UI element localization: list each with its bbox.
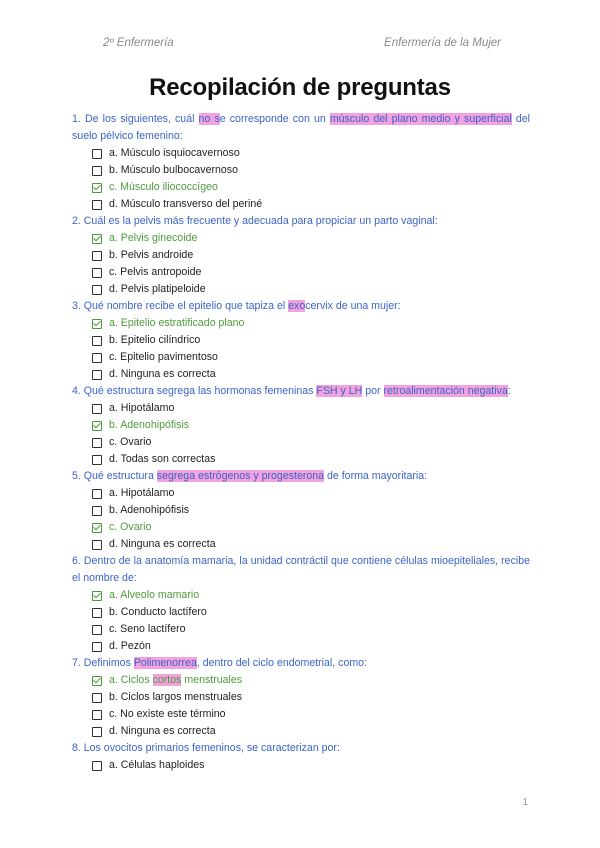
- text-segment: 1. De los siguientes, cuál: [72, 113, 199, 125]
- checkbox-icon[interactable]: [92, 710, 102, 720]
- answer-option-label: c. Pelvis antropoide: [109, 266, 202, 278]
- answer-option-label: b. Adenohipófisis: [109, 504, 190, 516]
- highlighted-text: cortos: [152, 674, 182, 686]
- checked-checkbox-icon[interactable]: [92, 523, 102, 533]
- answer-option-label: c. Ovario: [109, 521, 152, 533]
- text-segment: 5. Qué estructura: [72, 470, 157, 482]
- checkbox-icon[interactable]: [92, 370, 102, 380]
- checked-checkbox-icon[interactable]: [92, 421, 102, 431]
- checkbox-icon[interactable]: [92, 540, 102, 550]
- answer-option[interactable]: [92, 536, 530, 553]
- text-segment: menstruales: [181, 674, 243, 686]
- answer-option-label: b. Conducto lactífero: [109, 606, 207, 618]
- answer-option[interactable]: [92, 400, 530, 417]
- answer-option[interactable]: [92, 366, 530, 383]
- answer-option[interactable]: [92, 757, 530, 774]
- answer-option-label: c. Músculo iliococcígeo: [109, 181, 218, 193]
- checkbox-icon[interactable]: [92, 693, 102, 703]
- checkbox-icon[interactable]: [92, 625, 102, 635]
- highlighted-text: Polimenorrea: [133, 657, 197, 669]
- answer-option[interactable]: [92, 162, 530, 179]
- checkbox-icon[interactable]: [92, 727, 102, 737]
- question-text: [72, 468, 530, 485]
- text-segment: 4. Qué estructura segrega las hormonas femeninas: [72, 385, 317, 397]
- question-text: [72, 213, 530, 230]
- answer-option[interactable]: [92, 587, 530, 604]
- answer-option-label: a. Hipotálamo: [109, 487, 175, 499]
- checkbox-icon[interactable]: [92, 489, 102, 499]
- checked-checkbox-icon[interactable]: [92, 183, 102, 193]
- header-course-name: Enfermería de la Mujer: [384, 37, 501, 49]
- highlighted-text: retroalimentación negativa: [383, 385, 508, 397]
- checked-checkbox-icon[interactable]: [92, 676, 102, 686]
- answer-option[interactable]: [92, 179, 530, 196]
- text-segment: de forma mayoritaria:: [324, 470, 428, 482]
- text-segment: 8. Los ovocitos primarios femeninos, se caracterizan por:: [72, 742, 340, 754]
- highlighted-text: FSH y LH: [316, 385, 363, 397]
- text-segment: del suelo pélvico femenino:: [72, 113, 530, 142]
- header-subject-year: 2º Enfermería: [103, 37, 174, 49]
- answer-option-label: b. Músculo bulbocavernoso: [109, 164, 238, 176]
- answer-option-label: c. Ovario: [109, 436, 152, 448]
- answer-option-label: c. No existe este término: [109, 708, 226, 720]
- answer-option[interactable]: [92, 264, 530, 281]
- highlighted-text: exo: [288, 300, 306, 312]
- answer-option-label: a. Células haploides: [109, 759, 205, 771]
- checkbox-icon[interactable]: [92, 200, 102, 210]
- checkbox-icon[interactable]: [92, 149, 102, 159]
- answer-option[interactable]: [92, 485, 530, 502]
- answer-option-label: d. Ninguna es correcta: [109, 368, 216, 380]
- answer-option[interactable]: [92, 230, 530, 247]
- answer-option-label: a. Pelvis ginecoide: [109, 232, 198, 244]
- answer-option[interactable]: [92, 723, 530, 740]
- answer-option-label: a. Epitelio estratificado plano: [109, 317, 245, 329]
- answer-option-label: b. Pelvis androide: [109, 249, 194, 261]
- answer-option[interactable]: [92, 604, 530, 621]
- answer-option-label: d. Pelvis platipeloide: [109, 283, 206, 295]
- answer-option-label: a. Hipotálamo: [109, 402, 175, 414]
- page-title: Recopilación de preguntas: [149, 74, 451, 101]
- answer-option-label: b. Ciclos largos menstruales: [109, 691, 243, 703]
- answer-option-label: [109, 672, 242, 689]
- highlighted-text: no s: [198, 113, 220, 125]
- text-segment: 3. Qué nombre recibe el epitelio que tapiza el: [72, 300, 289, 312]
- checkbox-icon[interactable]: [92, 336, 102, 346]
- checkbox-icon[interactable]: [92, 761, 102, 771]
- page-number: 1: [522, 797, 528, 808]
- checkbox-icon[interactable]: [92, 166, 102, 176]
- answer-option[interactable]: [92, 689, 530, 706]
- answer-option-label: a. Músculo isquiocavernoso: [109, 147, 240, 159]
- question-text: [72, 655, 530, 672]
- highlighted-text: músculo del plano medio y superficial: [329, 113, 512, 125]
- text-segment: 6. Dentro de la anatomía mamaria, la unidad contráctil que contiene células mioepiteliales, recibe el nombre de:: [72, 555, 530, 584]
- checkbox-icon[interactable]: [92, 506, 102, 516]
- question-text: [72, 383, 530, 400]
- answer-option[interactable]: [92, 434, 530, 451]
- checkbox-icon[interactable]: [92, 438, 102, 448]
- answer-option[interactable]: [92, 196, 530, 213]
- text-segment: a. Ciclos: [109, 674, 153, 686]
- question-text: [72, 553, 530, 587]
- highlighted-text: segrega estrógenos y progesterona: [156, 470, 325, 482]
- checked-checkbox-icon[interactable]: [92, 319, 102, 329]
- answer-option[interactable]: [92, 519, 530, 536]
- checkbox-icon[interactable]: [92, 455, 102, 465]
- answer-option[interactable]: [92, 315, 530, 332]
- text-segment: , dentro del ciclo endometrial, como:: [196, 657, 368, 669]
- checkbox-icon[interactable]: [92, 608, 102, 618]
- answer-option[interactable]: [92, 621, 530, 638]
- answer-option[interactable]: [92, 349, 530, 366]
- checkbox-icon[interactable]: [92, 353, 102, 363]
- text-segment: 2. Cuál es la pelvis más frecuente y adecuada para propiciar un parto vaginal:: [72, 215, 438, 227]
- answer-option[interactable]: [92, 145, 530, 162]
- checkbox-icon[interactable]: [92, 285, 102, 295]
- answer-option[interactable]: [92, 417, 530, 434]
- answer-option[interactable]: [92, 638, 530, 655]
- answer-option-label: b. Adenohipófisis: [109, 419, 190, 431]
- answer-option-label: c. Epitelio pavimentoso: [109, 351, 218, 363]
- checkbox-icon[interactable]: [92, 251, 102, 261]
- answer-option[interactable]: [92, 281, 530, 298]
- text-segment: por: [362, 385, 384, 397]
- answer-option-label: c. Seno lactífero: [109, 623, 186, 635]
- text-segment: e corresponde con un: [219, 113, 330, 125]
- question-text: [72, 111, 530, 145]
- answer-option-label: b. Epitelio cilíndrico: [109, 334, 201, 346]
- checkbox-icon[interactable]: [92, 268, 102, 278]
- checkbox-icon[interactable]: [92, 404, 102, 414]
- answer-option-label: d. Todas son correctas: [109, 453, 216, 465]
- answer-option[interactable]: [92, 332, 530, 349]
- checkbox-icon[interactable]: [92, 642, 102, 652]
- answer-option-label: a. Alveolo mamario: [109, 589, 200, 601]
- question-list: [72, 111, 530, 774]
- answer-option[interactable]: [92, 672, 530, 689]
- text-segment: cervix de una mujer:: [305, 300, 401, 312]
- answer-option-label: d. Ninguna es correcta: [109, 725, 216, 737]
- text-segment: 7. Definimos: [72, 657, 134, 669]
- checked-checkbox-icon[interactable]: [92, 234, 102, 244]
- answer-option[interactable]: [92, 706, 530, 723]
- question-text: [72, 740, 530, 757]
- answer-option[interactable]: [92, 502, 530, 519]
- answer-option-label: d. Pezón: [109, 640, 151, 652]
- answer-option-label: d. Ninguna es correcta: [109, 538, 216, 550]
- checked-checkbox-icon[interactable]: [92, 591, 102, 601]
- text-segment: :: [507, 385, 511, 397]
- answer-option[interactable]: [92, 451, 530, 468]
- question-text: [72, 298, 530, 315]
- answer-option-label: d. Músculo transverso del periné: [109, 198, 263, 210]
- answer-option[interactable]: [92, 247, 530, 264]
